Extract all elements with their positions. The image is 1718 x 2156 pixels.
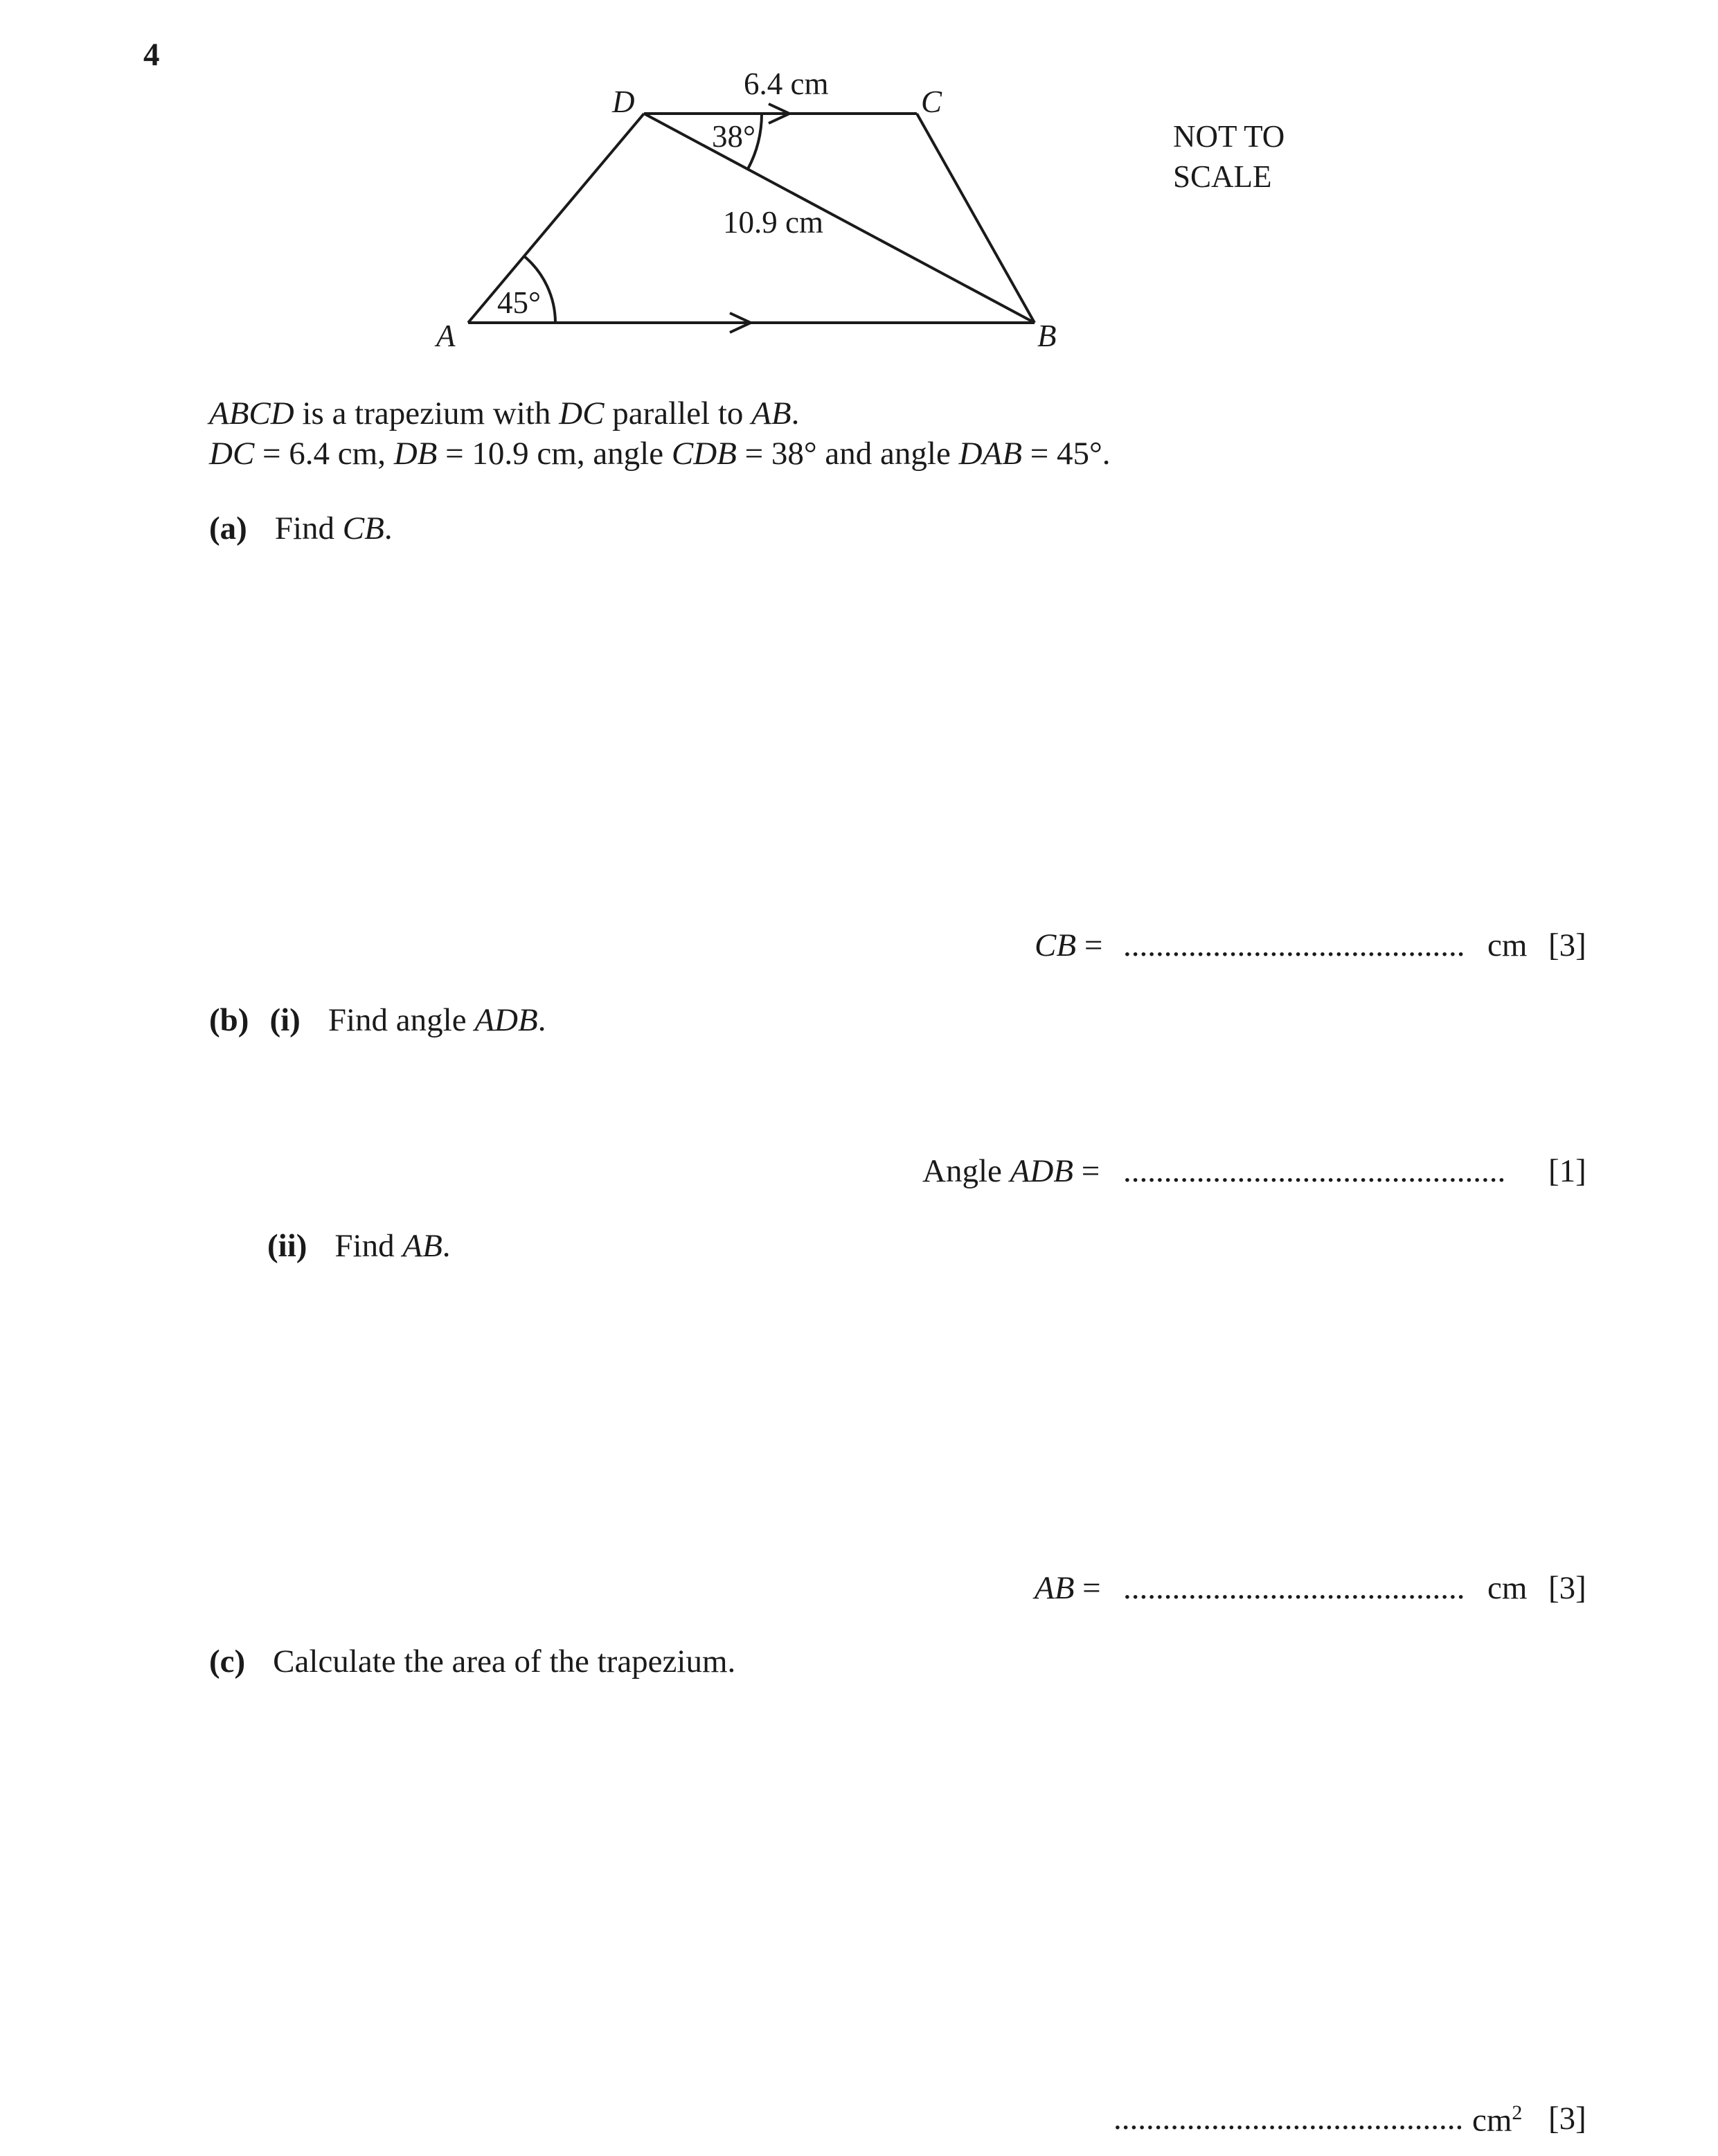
question-number: 4: [143, 37, 160, 73]
side-ad: [468, 114, 644, 323]
part-a-answer-field[interactable]: ..........................................: [1123, 927, 1465, 963]
not-to-scale-line2: SCALE: [1173, 159, 1272, 194]
stem-line-2: DC = 6.4 cm, DB = 10.9 cm, angle CDB = 38° and angle DAB = 45°.: [209, 436, 1111, 472]
part-a-unit: cm: [1487, 927, 1528, 963]
dc-length-label: 6.4 cm: [744, 66, 829, 101]
vertex-label-c: C: [921, 84, 942, 119]
part-c-marks: [3]: [1548, 2101, 1586, 2137]
db-length-label: 10.9 cm: [723, 205, 823, 240]
stem-line-1: ABCD is a trapezium with DC parallel to AB.: [209, 395, 800, 431]
part-a-marks: [3]: [1548, 927, 1586, 963]
part-a-answer-label: CB =: [1035, 927, 1103, 963]
part-c-unit: $cm^2$: [1472, 2101, 1523, 2139]
not-to-scale-line1: NOT TO: [1173, 119, 1285, 154]
vertex-label-b: B: [1037, 319, 1057, 353]
part-b-ii-unit: cm: [1487, 1570, 1528, 1606]
part-b-i-answer-label: Angle ADB =: [922, 1153, 1100, 1189]
angle-dab-label: 45°: [497, 285, 541, 320]
part-b-ii-marks: [3]: [1548, 1570, 1586, 1606]
part-c-answer-field[interactable]: ...........................................: [1113, 2101, 1464, 2137]
part-b-ii-question: (ii) Find AB.: [267, 1228, 451, 1264]
part-b-i-marks: [1]: [1548, 1153, 1586, 1189]
part-b-i-question: (b) (i) Find angle ADB.: [209, 1002, 546, 1038]
vertex-label-a: A: [436, 319, 456, 353]
vertex-label-d: D: [612, 84, 635, 119]
part-b-i-answer-field[interactable]: ...............................................: [1123, 1153, 1506, 1189]
part-b-ii-answer-field[interactable]: ..........................................: [1123, 1570, 1465, 1606]
angle-cdb-label: 38°: [712, 119, 755, 154]
part-c-question: (c) Calculate the area of the trapezium.: [209, 1643, 736, 1680]
trapezium-diagram: [0, 0, 1718, 388]
part-b-ii-answer-label: AB =: [1035, 1570, 1101, 1606]
part-a-question: (a) Find CB.: [209, 510, 393, 546]
